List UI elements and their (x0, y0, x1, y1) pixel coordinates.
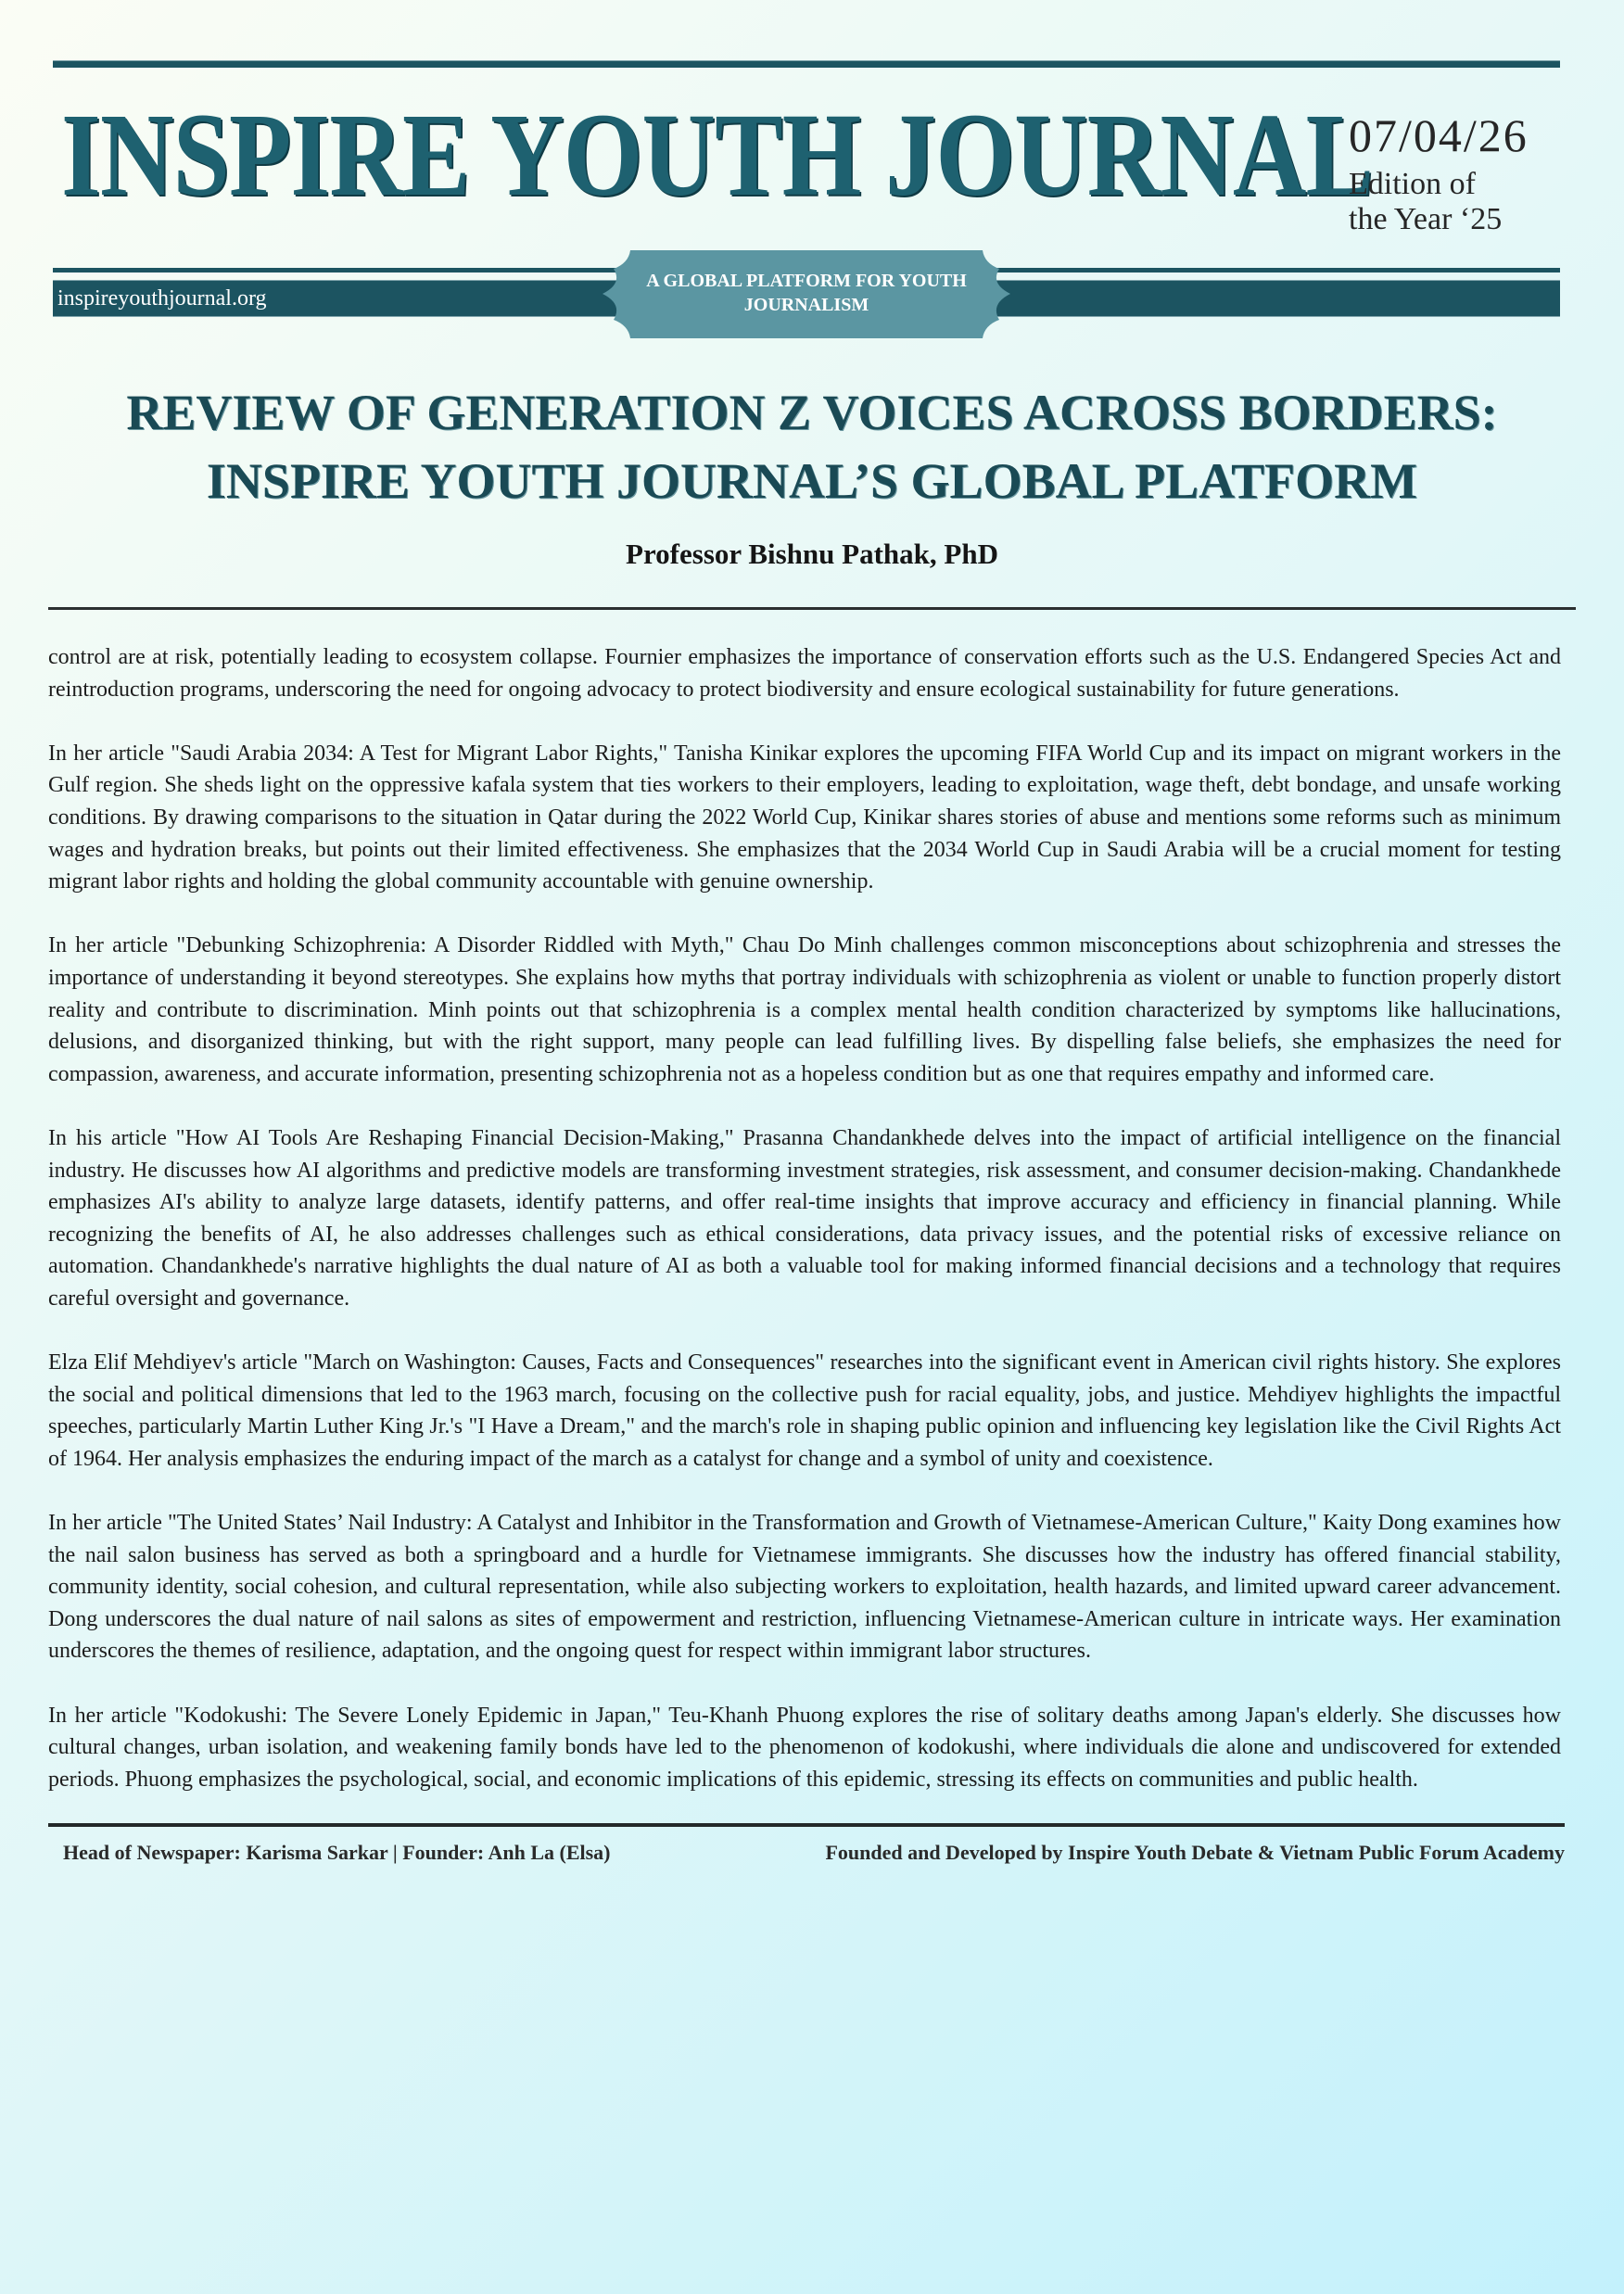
tagline-line-1: A GLOBAL PLATFORM FOR YOUTH (646, 271, 967, 291)
footer (0, 1823, 1624, 1925)
edition-line-1: Edition of (1349, 167, 1476, 201)
masthead-title: INSPIRE YOUTH JOURNAL (61, 89, 1374, 221)
tagline-line-2: JOURNALISM (743, 295, 869, 315)
paragraph: In her article "The United States’ Nail Industry: A Catalyst and Inhibitor in the Transformation and Growth of Vietnamese-American Culture," Kaity Dong examines how the nail salon business has served as both a springboard and a hurdle for Vietnamese immigrants. She discusses how the industry has offered financial stability, community identity, social cohesion, and cultural representation, while also subjecting workers to exploitation, health hazards, and limited upward career advancement. Dong underscores the dual nature of nail salons as sites of empowerment and restriction, influencing Vietnamese-American culture in intricate ways. Her examination underscores the themes of resilience, adaptation, and the ongoing quest for respect within immigrant labor structures. (48, 1511, 1561, 1664)
title-divider (48, 607, 1576, 610)
footer-row (63, 1836, 1565, 1869)
footer-founders: Founded and Developed by Inspire Youth Debate & Vietnam Public Forum Academy (825, 1841, 1565, 1865)
article-title (37, 378, 1587, 515)
edition-label (1349, 167, 1580, 237)
article-title-line-2: INSPIRE YOUTH JOURNAL’S GLOBAL PLATFORM (206, 453, 1418, 509)
footer-rule (48, 1823, 1565, 1827)
author-name: Professor Bishnu Pathak, PhD (626, 538, 998, 570)
header-area (0, 0, 1624, 612)
paragraph: In her article "Debunking Schizophrenia: A Disorder Riddled with Myth," Chau Do Minh challenges common misconceptions about schizophrenia and stresses the importance of understanding it beyond stereotypes. She explains how myths that portray individuals with schizophrenia as violent or unable to function properly distort reality and contribute to discrimination. Minh points out that schizophrenia is a complex mental health condition characterized by symptoms like hallucinations, delusions, and disorganized thinking, but with the right support, many people can lead fulfilling lives. By dispelling false beliefs, she emphasizes the need for compassion, awareness, and accurate information, presenting schizophrenia not as a hopeless condition but as one that requires empathy and informed care. (48, 933, 1561, 1086)
article-body (48, 641, 1561, 1795)
issue-date: 07/04/26 (1349, 109, 1529, 161)
paragraph: In her article "Kodokushi: The Severe Lonely Epidemic in Japan," Teu-Khanh Phuong explores the rise of solitary deaths among Japan's elderly. She discusses how cultural changes, urban isolation, and weakening family bonds have led to the phenomenon of kodokushi, where individuals die alone and undiscovered for extended periods. Phuong emphasizes the psychological, social, and economic implications of this epidemic, stressing its effects on communities and public health. (48, 1703, 1561, 1792)
paragraph: In her article "Saudi Arabia 2034: A Test for Migrant Labor Rights," Tanisha Kinikar explores the upcoming FIFA World Cup and its impact on migrant workers in the Gulf region. She sheds light on the oppressive kafala system that ties workers to their employers, leading to exploitation, wage theft, debt bondage, and unsafe working conditions. By drawing comparisons to the situation in Qatar during the 2022 World Cup, Kinikar shares stories of abuse and mentions some reforms such as minimum wages and hydration breaks, but points out their limited effectiveness. She emphasizes that the 2034 World Cup in Saudi Arabia will be a crucial moment for testing migrant labor rights and holding the global community accountable with genuine ownership. (48, 741, 1561, 894)
article-title-line-1: REVIEW OF GENERATION Z VOICES ACROSS BORDERS: (126, 385, 1498, 440)
footer-credits: Head of Newspaper: Karisma Sarkar | Founder: Anh La (Elsa) (63, 1841, 611, 1865)
article-author (0, 536, 1624, 573)
edition-line-2: the Year ‘25 (1349, 202, 1503, 236)
top-rule (53, 60, 1560, 68)
website-link[interactable]: inspireyouthjournal.org (57, 286, 267, 311)
date-block (1349, 109, 1580, 237)
paragraph: Elza Elif Mehdiyev's article "March on Washington: Causes, Facts and Consequences" researches into the significant event in American civil rights history. She explores the social and political dimensions that led to the 1963 march, focusing on the collective push for racial equality, jobs, and justice. Mehdiyev highlights the impactful speeches, particularly Martin Luther King Jr.'s "I Have a Dream," and the march's role in shaping public opinion and influencing key legislation like the Civil Rights Act of 1964. Her analysis emphasizes the enduring impact of the march as a catalyst for change and a symbol of unity and coexistence. (48, 1350, 1561, 1471)
paragraph: control are at risk, potentially leading to ecosystem collapse. Fournier emphasizes the importance of conservation efforts such as the U.S. Endangered Species Act and reintroduction programs, underscoring the need for ongoing advocacy to protect biodiversity and ensure ecological sustainability for future generations. (48, 645, 1561, 702)
paragraph: In his article "How AI Tools Are Reshaping Financial Decision-Making," Prasanna Chandankhede delves into the impact of artificial intelligence on the financial industry. He discusses how AI algorithms and predictive models are transforming investment strategies, risk assessment, and consumer decision-making. Chandankhede emphasizes AI's ability to analyze large datasets, identify patterns, and offer real-time insights that improve accuracy and efficiency in financial planning. While recognizing the benefits of AI, he also addresses challenges such as ethical considerations, data privacy issues, and the potential risks of excessive reliance on automation. Chandankhede's narrative highlights the dual nature of AI as both a valuable tool for making informed financial decisions and a technology that requires careful oversight and governance. (48, 1125, 1561, 1311)
tagline-text (603, 269, 1010, 317)
tagline-badge (603, 250, 1010, 338)
